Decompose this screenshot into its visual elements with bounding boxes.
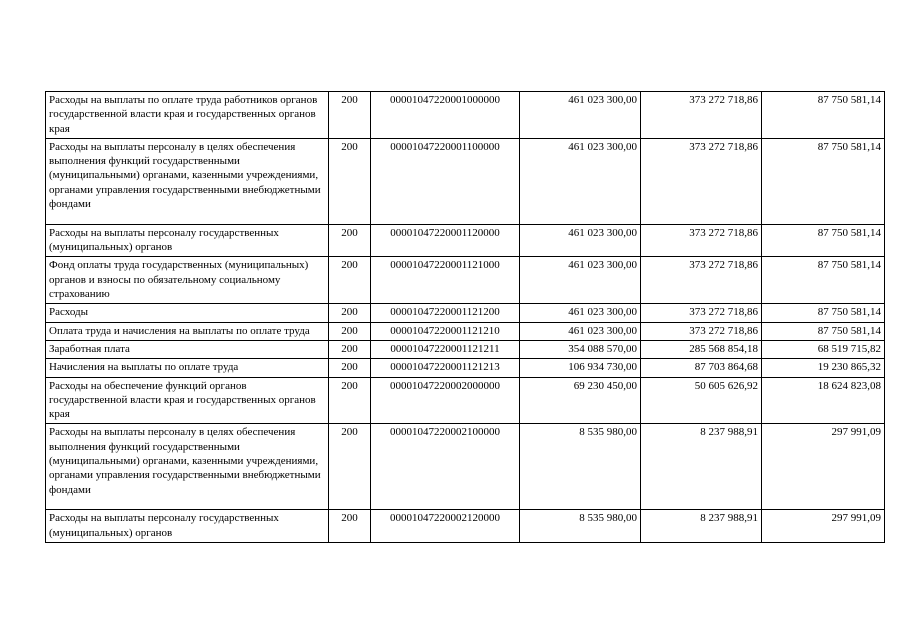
table-row	[46, 138, 885, 224]
row-executed-amount: 373 272 718,86	[641, 138, 762, 224]
row-name: Расходы на выплаты персоналу государственных (муниципальных) органов	[46, 224, 329, 257]
row-executed-amount: 50 605 626,92	[641, 377, 762, 424]
table-row	[46, 424, 885, 510]
row-approved-amount: 69 230 450,00	[520, 377, 641, 424]
row-unexecuted-amount: 297 991,09	[762, 424, 885, 510]
row-approved-amount: 8 535 980,00	[520, 510, 641, 543]
row-unexecuted-amount: 87 750 581,14	[762, 138, 885, 224]
row-approved-amount: 461 023 300,00	[520, 304, 641, 322]
table-row	[46, 359, 885, 377]
table-row	[46, 92, 885, 139]
row-line-code: 200	[329, 359, 371, 377]
row-line-code: 200	[329, 224, 371, 257]
row-line-code: 200	[329, 257, 371, 304]
row-unexecuted-amount: 19 230 865,32	[762, 359, 885, 377]
row-name: Оплата труда и начисления на выплаты по оплате труда	[46, 322, 329, 340]
table-row	[46, 224, 885, 257]
row-budget-class-code: 00001047220001121213	[371, 359, 520, 377]
row-name: Расходы на выплаты персоналу в целях обеспечения выполнения функций государственными (муниципальными) органами, казенными учреждениями, органами управления государственными внебюджетными фондами	[46, 424, 329, 510]
row-unexecuted-amount: 297 991,09	[762, 510, 885, 543]
row-unexecuted-amount: 87 750 581,14	[762, 304, 885, 322]
table-row	[46, 340, 885, 358]
row-budget-class-code: 00001047220001120000	[371, 224, 520, 257]
row-executed-amount: 8 237 988,91	[641, 510, 762, 543]
table-row	[46, 510, 885, 543]
row-unexecuted-amount: 87 750 581,14	[762, 92, 885, 139]
row-name: Расходы на выплаты персоналу в целях обеспечения выполнения функций государственными (муниципальными) органами, казенными учреждениями, органами управления государственными внебюджетными фондами	[46, 138, 329, 224]
row-line-code: 200	[329, 322, 371, 340]
row-line-code: 200	[329, 304, 371, 322]
row-line-code: 200	[329, 138, 371, 224]
row-executed-amount: 373 272 718,86	[641, 304, 762, 322]
row-approved-amount: 8 535 980,00	[520, 424, 641, 510]
row-budget-class-code: 00001047220001121211	[371, 340, 520, 358]
row-executed-amount: 373 272 718,86	[641, 257, 762, 304]
row-executed-amount: 373 272 718,86	[641, 322, 762, 340]
table-row	[46, 304, 885, 322]
row-budget-class-code: 00001047220001121210	[371, 322, 520, 340]
row-approved-amount: 461 023 300,00	[520, 224, 641, 257]
row-unexecuted-amount: 18 624 823,08	[762, 377, 885, 424]
table-body	[46, 92, 885, 543]
row-name: Расходы на выплаты персоналу государственных (муниципальных) органов	[46, 510, 329, 543]
table-row	[46, 322, 885, 340]
row-executed-amount: 87 703 864,68	[641, 359, 762, 377]
row-name: Заработная плата	[46, 340, 329, 358]
row-budget-class-code: 00001047220002120000	[371, 510, 520, 543]
row-approved-amount: 461 023 300,00	[520, 322, 641, 340]
row-unexecuted-amount: 87 750 581,14	[762, 257, 885, 304]
row-name: Начисления на выплаты по оплате труда	[46, 359, 329, 377]
row-unexecuted-amount: 87 750 581,14	[762, 322, 885, 340]
row-approved-amount: 461 023 300,00	[520, 257, 641, 304]
row-name: Расходы	[46, 304, 329, 322]
row-executed-amount: 8 237 988,91	[641, 424, 762, 510]
row-budget-class-code: 00001047220001000000	[371, 92, 520, 139]
row-unexecuted-amount: 87 750 581,14	[762, 224, 885, 257]
row-line-code: 200	[329, 377, 371, 424]
row-executed-amount: 373 272 718,86	[641, 92, 762, 139]
row-executed-amount: 285 568 854,18	[641, 340, 762, 358]
row-line-code: 200	[329, 424, 371, 510]
budget-execution-table	[45, 91, 885, 543]
row-line-code: 200	[329, 510, 371, 543]
row-name: Расходы на выплаты по оплате труда работников органов государственной власти края и государственных органов края	[46, 92, 329, 139]
row-budget-class-code: 00001047220001121200	[371, 304, 520, 322]
row-budget-class-code: 00001047220002100000	[371, 424, 520, 510]
table-row	[46, 377, 885, 424]
row-approved-amount: 461 023 300,00	[520, 92, 641, 139]
row-budget-class-code: 00001047220002000000	[371, 377, 520, 424]
row-name: Фонд оплаты труда государственных (муниципальных) органов и взносы по обязательному социальному страхованию	[46, 257, 329, 304]
row-budget-class-code: 00001047220001100000	[371, 138, 520, 224]
row-approved-amount: 106 934 730,00	[520, 359, 641, 377]
row-line-code: 200	[329, 340, 371, 358]
table-row	[46, 257, 885, 304]
row-line-code: 200	[329, 92, 371, 139]
row-approved-amount: 354 088 570,00	[520, 340, 641, 358]
row-executed-amount: 373 272 718,86	[641, 224, 762, 257]
row-approved-amount: 461 023 300,00	[520, 138, 641, 224]
row-name: Расходы на обеспечение функций органов государственной власти края и государственных органов края	[46, 377, 329, 424]
row-unexecuted-amount: 68 519 715,82	[762, 340, 885, 358]
row-budget-class-code: 00001047220001121000	[371, 257, 520, 304]
